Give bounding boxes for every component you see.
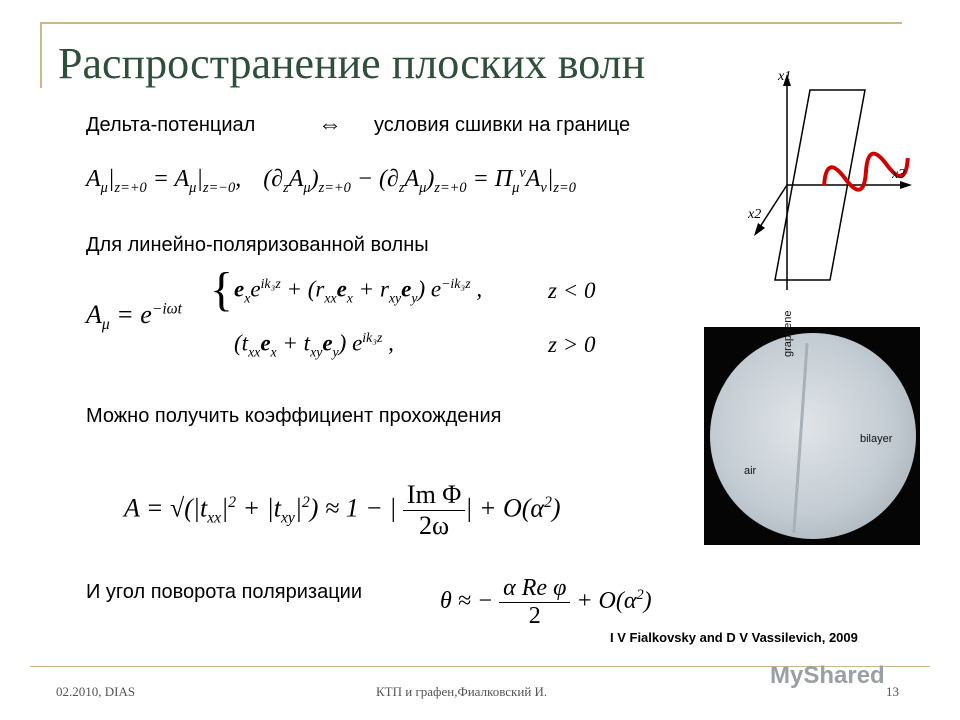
plane-wave-diagram xyxy=(740,60,940,300)
rotation-angle-equation: θ ≈ − $\frac{\text{α Re φ}}{2}$ + $O(\alpha^2)$ xyxy=(440,575,652,629)
footer-date: 02.2010, DIAS xyxy=(56,684,136,699)
citation: I V Fialkovsky and D V Vassilevich, 2009 xyxy=(610,630,858,645)
x3-arrow xyxy=(900,181,912,189)
bilayer-label: bilayer xyxy=(860,433,893,445)
wave-lhs: $A_\mu = e^{-i\omega t}$ xyxy=(86,300,183,334)
footer-title: КТП и графен,Фиалковский И. xyxy=(376,684,548,699)
matching-conditions-label: условия сшивки на границе xyxy=(374,114,631,136)
air-label: air xyxy=(744,465,757,477)
decor-left-line xyxy=(40,22,42,88)
decor-top-line xyxy=(40,22,902,24)
wave-row-1-condition: z < 0 xyxy=(548,278,596,303)
boundary-condition-equation: $A_\mu|_{z=+0} = A_\mu|_{z=-0}$, $(\partial_zA_\mu)_{z=+0} - (\partial_zA_\mu)_{z=+0} = \Pi_\mu^\nu A_\nu|_{z=0}$ xyxy=(86,165,576,196)
delta-potential-label: Дельта-потенциал xyxy=(86,114,256,136)
linear-polarized-label: Для линейно-поляризованной волны xyxy=(86,234,429,256)
watermark-logo: MyShared xyxy=(770,662,885,689)
slide-title: Распространение плоских волн xyxy=(58,39,646,88)
equivalence-arrow: ⇔ xyxy=(318,111,342,138)
x1-label: x1 xyxy=(778,69,792,84)
transmission-equation: $A = √(|t_{xx}|^2 + |t_{xy}|^2) \approx 1$ − | $\frac{\text{Im Φ}}{2\omega}$ | + $O(\alpha^2)$ xyxy=(124,480,561,540)
wave-row-1: $e_xe^{ik_3z} + (r_{xx}e_x + r_{xy}e_y)$ $e^{-ik_3z}$ , xyxy=(234,276,483,306)
slide-number: 13 xyxy=(886,684,899,699)
graphene-label: graphene xyxy=(782,310,794,357)
x2-arrow xyxy=(754,223,765,236)
x2-label: x2 xyxy=(748,207,762,222)
x3-label: x3 xyxy=(892,167,906,182)
rotation-angle-label: И угол поворота поляризации xyxy=(86,581,362,603)
piecewise-brace: { xyxy=(210,263,234,316)
wave-row-2-condition: z > 0 xyxy=(548,332,596,357)
graphene-photo xyxy=(704,310,920,545)
x2-axis-line xyxy=(758,185,787,230)
transmission-label: Можно получить коэффициент прохождения xyxy=(86,405,502,427)
wave-row-2: $(t_{xx}e_x + t_{xy}e_y)$ $e^{ik_3z}$ , xyxy=(234,330,394,360)
